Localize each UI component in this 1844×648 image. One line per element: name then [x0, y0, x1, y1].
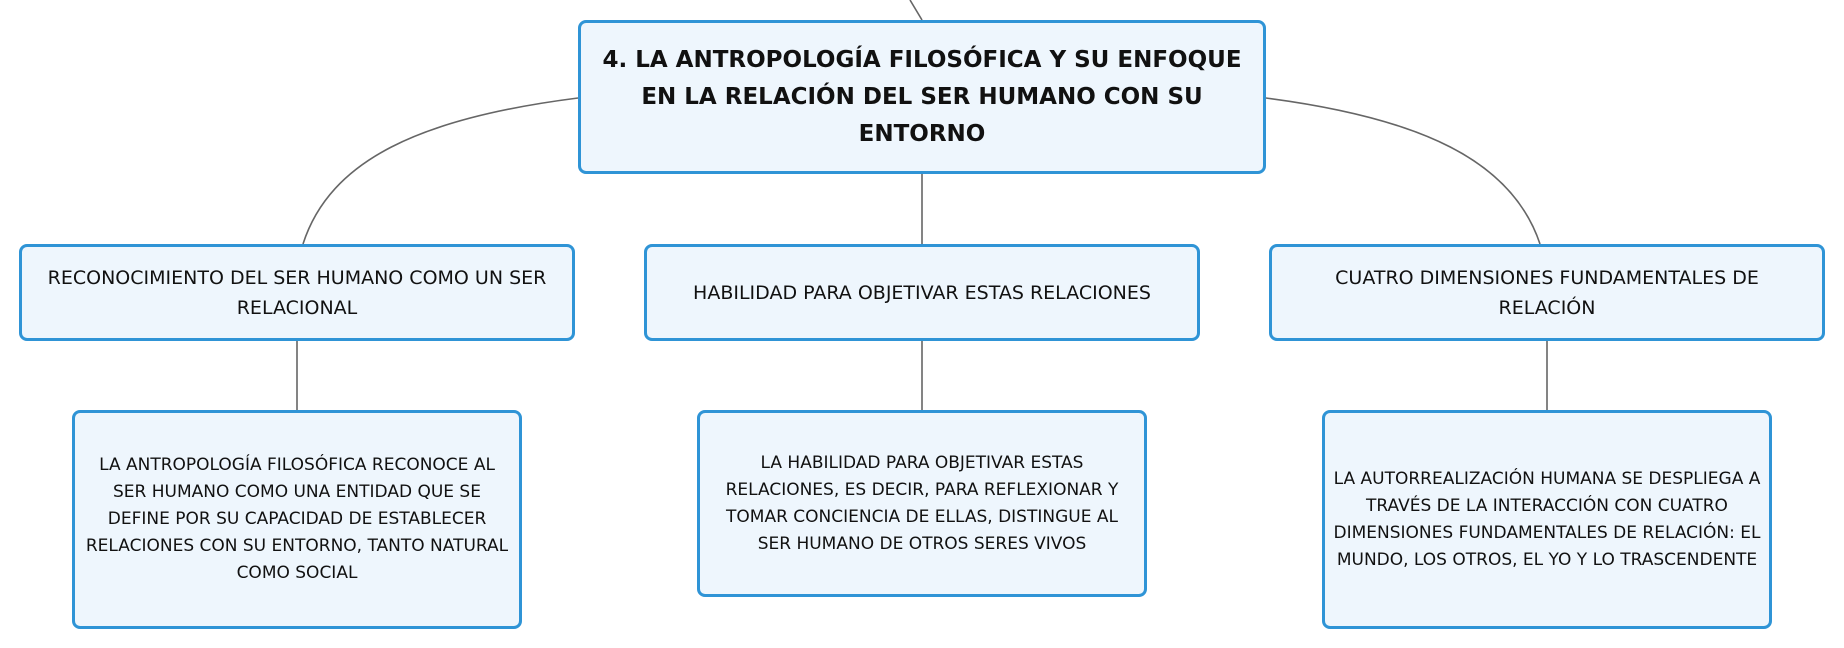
connector-curve-root-to-branch-3: [1266, 98, 1540, 244]
detail-node-relational-being[interactable]: [72, 410, 522, 629]
subtopic-label: RECONOCIMIENTO DEL SER HUMANO COMO UN SER RELACIONAL: [47, 266, 547, 319]
subtopic-label: CUATRO DIMENSIONES FUNDAMENTALES DE RELACIÓN: [1335, 266, 1759, 319]
subtopic-label: HABILIDAD PARA OBJETIVAR ESTAS RELACIONES: [693, 281, 1151, 304]
root-topic-node[interactable]: [578, 20, 1266, 174]
connector-line-parent: [910, 0, 922, 20]
detail-text: LA AUTORREALIZACIÓN HUMANA SE DESPLIEGA A TRAVÉS DE LA INTERACCIÓN CON CUATRO DIMENSIONES FUNDAMENTALES DE RELACIÓN: EL MUNDO, LOS OTROS, EL YO Y LO TRASCENDENTE: [1333, 468, 1761, 570]
subtopic-node-four-dimensions[interactable]: [1269, 244, 1825, 341]
subtopic-node-relational-being[interactable]: [19, 244, 575, 341]
detail-text: LA ANTROPOLOGÍA FILOSÓFICA RECONOCE AL SER HUMANO COMO UNA ENTIDAD QUE SE DEFINE POR SU CAPACIDAD DE ESTABLECER RELACIONES CON SU ENTORNO, TANTO NATURAL COMO SOCIAL: [85, 455, 509, 583]
root-topic-title: 4. LA ANTROPOLOGÍA FILOSÓFICA Y SU ENFOQUE EN LA RELACIÓN DEL SER HUMANO CON SU ENTORNO: [602, 46, 1242, 147]
subtopic-node-objectify-relations[interactable]: [644, 244, 1200, 341]
detail-text: LA HABILIDAD PARA OBJETIVAR ESTAS RELACIONES, ES DECIR, PARA REFLEXIONAR Y TOMAR CONCIENCIA DE ELLAS, DISTINGUE AL SER HUMANO DE OTROS SERES VIVOS: [725, 452, 1119, 554]
connector-curve-root-to-branch-1: [303, 98, 578, 244]
detail-node-objectify-relations[interactable]: [697, 410, 1147, 597]
detail-node-four-dimensions[interactable]: [1322, 410, 1772, 629]
